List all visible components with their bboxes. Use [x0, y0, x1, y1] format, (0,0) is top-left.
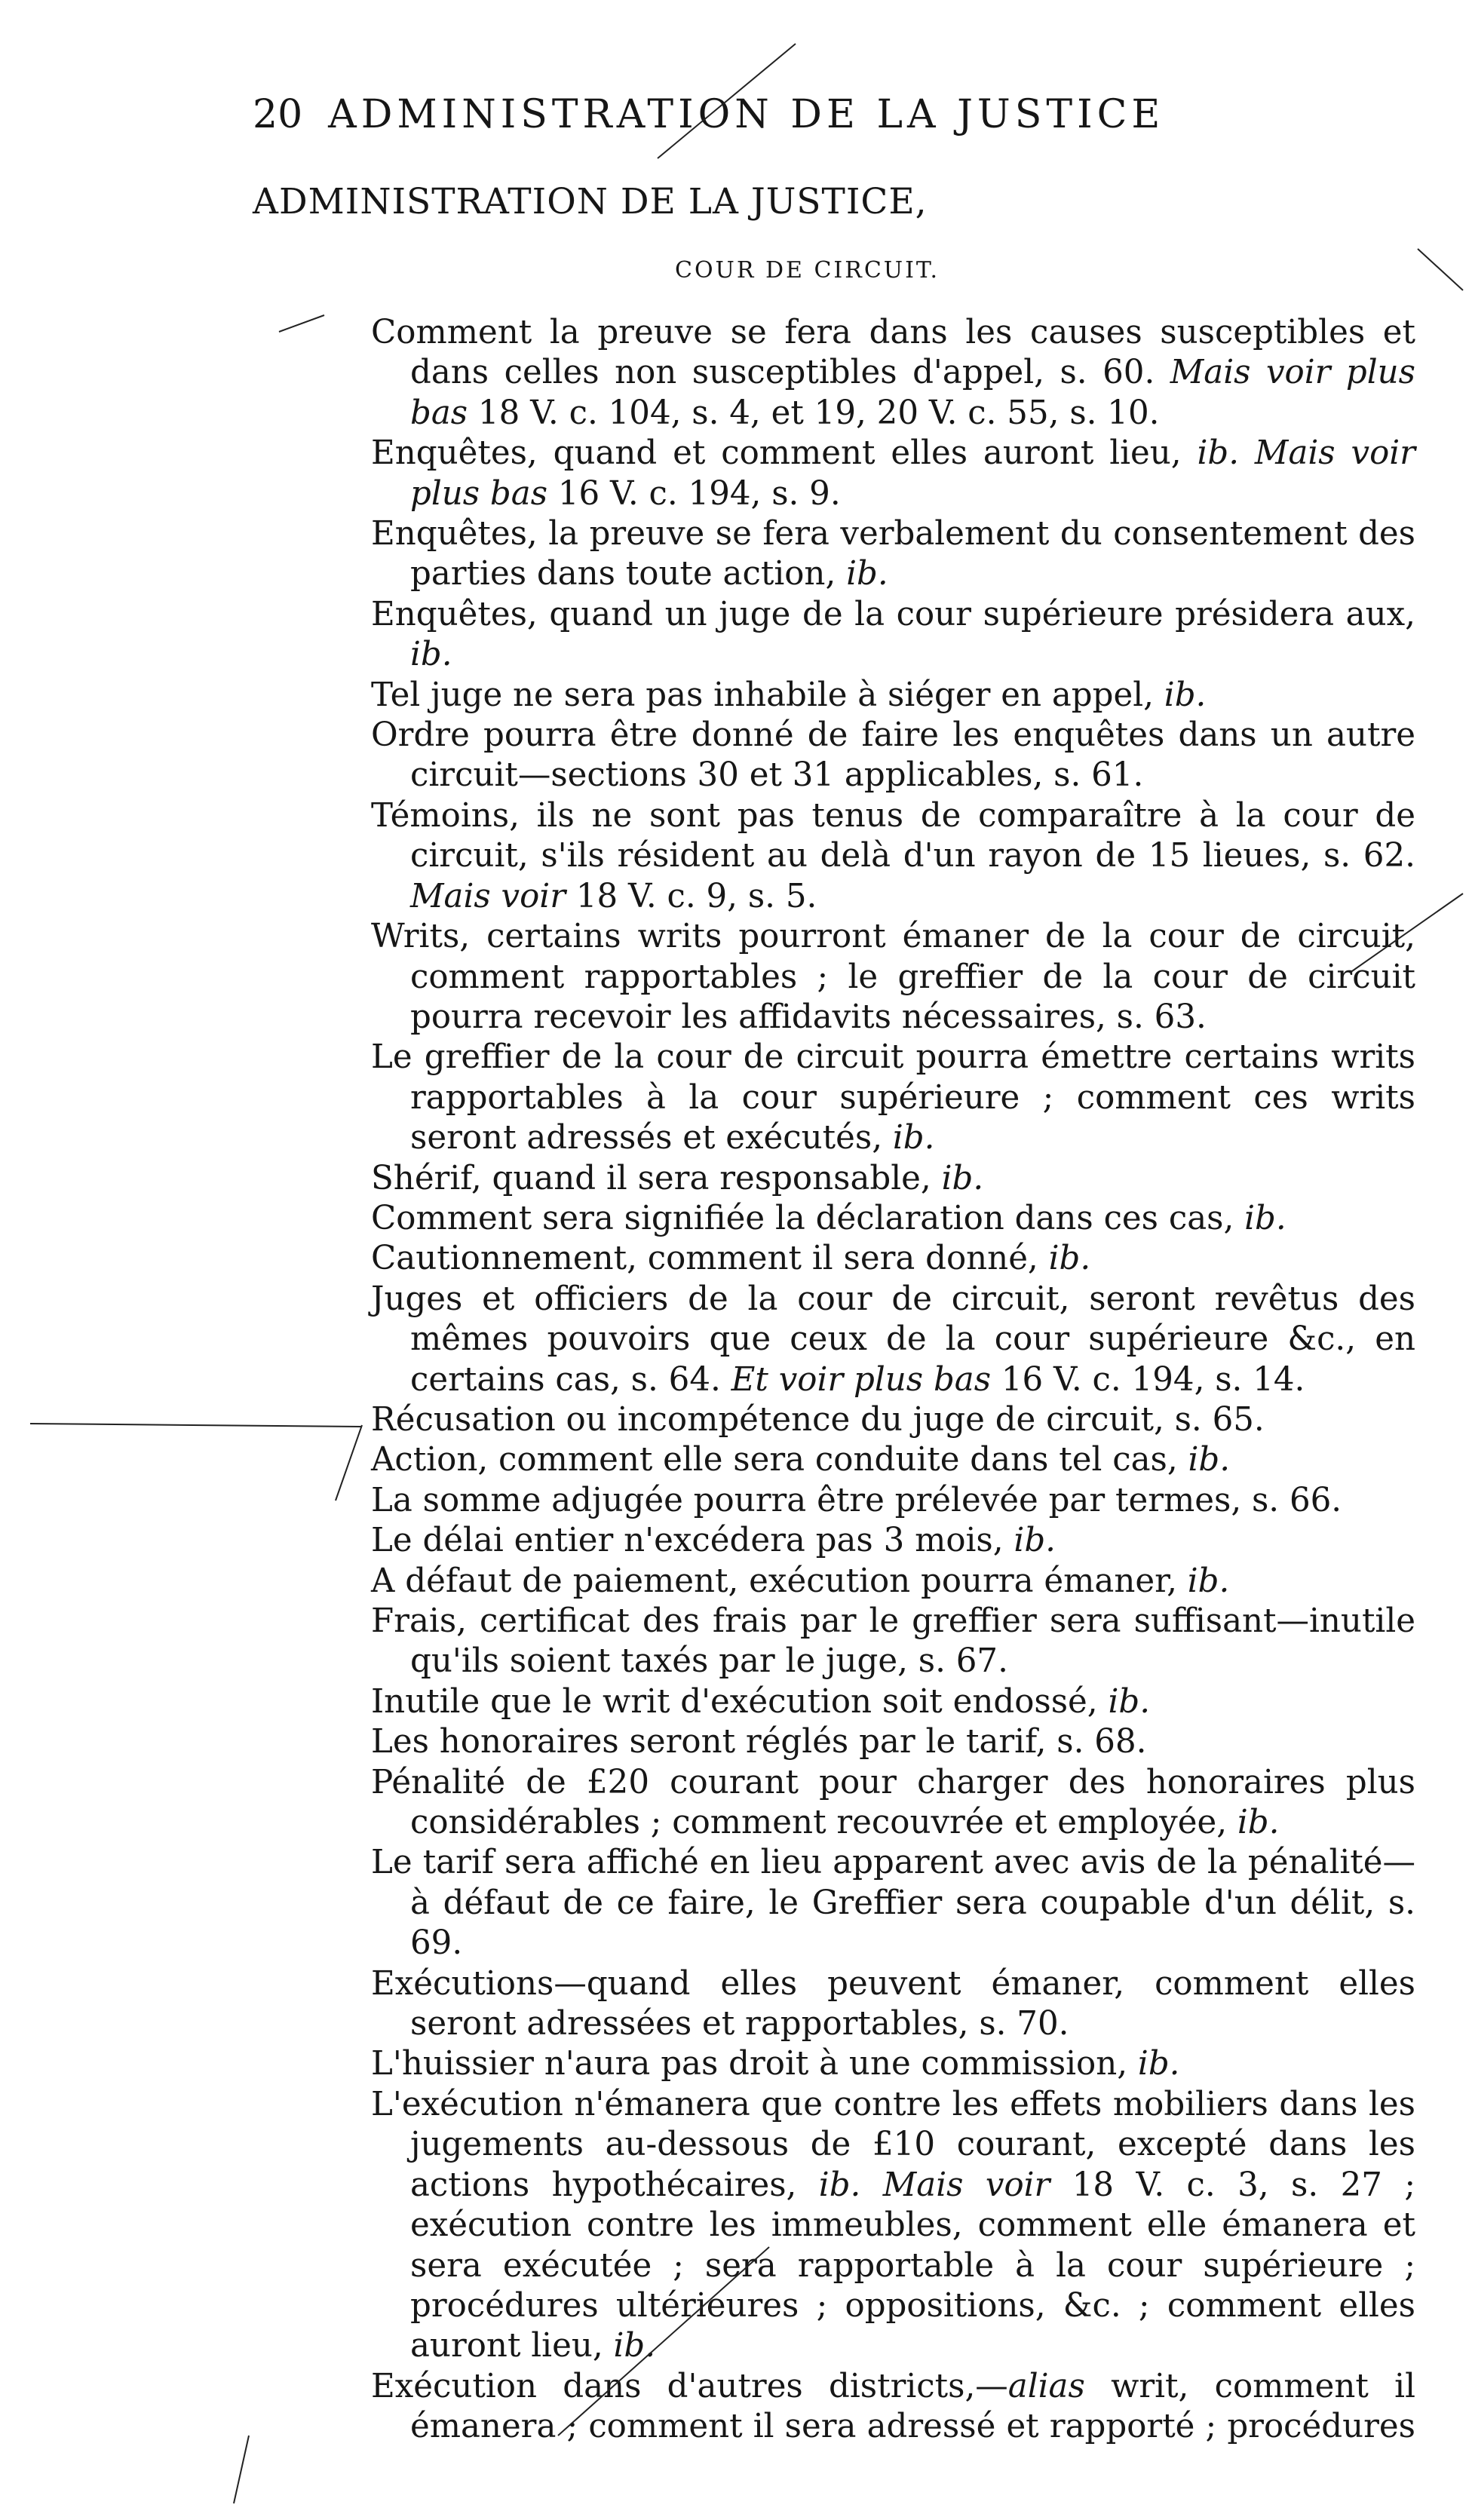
- index-entry: [371, 1400, 1415, 1440]
- entry-text: Frais, certificat des frais par le greffier sera suffisant—inutile qu'ils soient taxés par le juge, s. 67.: [371, 1602, 1415, 1681]
- entry-reference: ib.: [1048, 1240, 1091, 1278]
- index-entry: [371, 1682, 1415, 1722]
- entry-reference: Et voir plus bas: [731, 1360, 992, 1399]
- entry-text: Enquêtes, la preuve se fera verbalement du consentement des parties dans toute action,: [371, 515, 1415, 593]
- entry-text: L'exécution n'émanera que contre les effets mobiliers dans les jugements au-dessous de £10 courant, excepté dans les actions hypothécaires,: [371, 2085, 1415, 2204]
- entry-text: Témoins, ils ne sont pas tenus de comparaître à la cour de circuit, s'ils résident au delà d'un rayon de 15 lieues, s. 62.: [371, 796, 1415, 875]
- page-number: 20: [253, 92, 303, 137]
- entry-reference: ib. Mais voir plus bas: [410, 434, 1415, 513]
- section-title: ADMINISTRATION DE LA JUSTICE,: [253, 181, 928, 222]
- entry-text: La somme adjugée pourra être prélevée par termes, s. 66.: [371, 1481, 1342, 1519]
- entry-reference: Mais voir plus bas: [410, 354, 1415, 432]
- entry-text: Inutile que le writ d'exécution soit endossé,: [371, 1682, 1109, 1721]
- entry-text: Récusation ou incompétence du juge de circuit, s. 65.: [371, 1400, 1265, 1439]
- running-head: [253, 92, 1164, 137]
- index-entry: [371, 1964, 1415, 2045]
- index-entry: [371, 2085, 1415, 2367]
- entry-citation: 16 V. c. 194, s. 14.: [991, 1360, 1305, 1399]
- entry-text: Action, comment elle sera conduite dans tel cas,: [371, 1441, 1188, 1479]
- index-entry: [371, 1159, 1415, 1199]
- pencil-stroke: [336, 1425, 362, 1501]
- entry-text: Cautionnement, comment il sera donné,: [371, 1240, 1049, 1278]
- index-entry: [371, 1280, 1415, 1400]
- entry-text: Writs, certains writs pourront émaner de la cour de circuit, comment rapportables ; le greffier de la cour de circuit pourra recevoir les affidavits nécessaires, s. 63.: [371, 918, 1415, 1036]
- entry-reference: ib.: [410, 636, 452, 674]
- entry-text: Les honoraires seront réglés par le tarif, s. 68.: [371, 1723, 1147, 1761]
- entry-text: Exécution dans d'autres districts,—: [371, 2367, 1008, 2405]
- entry-reference: ib.: [1164, 676, 1207, 714]
- entry-reference: ib.: [1137, 2045, 1180, 2083]
- index-entry: [371, 716, 1415, 796]
- index-entry: [371, 1843, 1415, 1964]
- entry-text: Le délai entier n'excédera pas 3 mois,: [371, 1522, 1014, 1560]
- index-entry: [371, 514, 1415, 595]
- index-entry: [371, 1722, 1415, 1762]
- entry-citation: 18 V. c. 104, s. 4, et 19, 20 V. c. 55, s. 10.: [468, 394, 1160, 432]
- entry-reference: Mais voir: [410, 877, 566, 915]
- entry-reference: ib.: [1188, 1441, 1231, 1479]
- index-entries: [371, 313, 1415, 2448]
- running-title: ADMINISTRATION DE LA JUSTICE: [328, 92, 1165, 137]
- pencil-stroke: [234, 2436, 249, 2503]
- index-entry: [371, 595, 1415, 676]
- entry-text: Pénalité de £20 courant pour charger des honoraires plus considérables ; comment recouvrée et employée,: [371, 1763, 1415, 1842]
- index-entry: [371, 1602, 1415, 1682]
- entry-reference: ib.: [941, 1159, 984, 1197]
- index-entry: [371, 1440, 1415, 1480]
- entry-text: Le greffier de la cour de circuit pourra émettre certains writs rapportables à la cour supérieure ; comment ces writs seront adressés et exécutés,: [371, 1038, 1415, 1157]
- index-entry: [371, 2367, 1415, 2448]
- entry-citation: 18 V. c. 3, s. 27 ; exécution contre les immeubles, comment elle émanera et sera exécutée ; sera rapportable à la cour supérieure ; procédures ultérieures ; oppositions, &c. ; comment elles auront lieu,: [410, 2166, 1415, 2365]
- entry-text: Enquêtes, quand un juge de la cour supérieure présidera aux,: [371, 595, 1415, 633]
- entry-citation: writ, comment il émanera ; comment il sera adressé et rapporté ; procédures: [410, 2367, 1415, 2446]
- entry-text: Juges et officiers de la cour de circuit, seront revêtus des mêmes pouvoirs que ceux de la cour supérieure &c., en certains cas, s. 64.: [371, 1280, 1415, 1399]
- entry-reference: ib.: [613, 2327, 656, 2365]
- entry-text: Ordre pourra être donné de faire les enquêtes dans un autre circuit—sections 30 et 31 applicables, s. 61.: [371, 716, 1415, 795]
- index-entry: [371, 1521, 1415, 1561]
- entry-reference: ib.: [1108, 1682, 1151, 1721]
- index-entry: [371, 1763, 1415, 1844]
- index-entry: [371, 2044, 1415, 2084]
- entry-reference: ib.: [1244, 1199, 1286, 1237]
- index-entry: [371, 676, 1415, 716]
- entry-reference: ib.: [892, 1119, 935, 1157]
- entry-reference: ib. Mais voir: [818, 2166, 1050, 2204]
- pencil-stroke: [279, 315, 324, 332]
- pencil-stroke: [1418, 249, 1463, 290]
- entry-citation: 18 V. c. 9, s. 5.: [566, 877, 817, 915]
- entry-reference: ib.: [846, 555, 888, 593]
- entry-text: A défaut de paiement, exécution pourra émaner,: [371, 1562, 1188, 1600]
- entry-text: Tel juge ne sera pas inhabile à siéger en appel,: [371, 676, 1164, 714]
- entry-reference: ib.: [1014, 1522, 1056, 1560]
- index-entry: [371, 1199, 1415, 1239]
- index-entry: [371, 1038, 1415, 1158]
- entry-text: Le tarif sera affiché en lieu apparent avec avis de la pénalité—à défaut de ce faire, le Greffier sera coupable d'un délit, s. 69.: [371, 1844, 1415, 1963]
- entry-reference: ib.: [1237, 1804, 1280, 1842]
- entry-reference: alias: [1007, 2367, 1085, 2405]
- entry-text: Shérif, quand il sera responsable,: [371, 1159, 942, 1197]
- pencil-stroke: [30, 1424, 362, 1427]
- entry-text: L'huissier n'aura pas droit à une commission,: [371, 2045, 1138, 2083]
- entry-text: Enquêtes, quand et comment elles auront lieu,: [371, 434, 1198, 473]
- entry-text: Comment sera signifiée la déclaration dans ces cas,: [371, 1199, 1245, 1237]
- index-entry: [371, 434, 1415, 514]
- index-entry: [371, 796, 1415, 917]
- entry-text: Comment la preuve se fera dans les causes susceptibles et dans celles non susceptibles d'appel, s. 60.: [371, 314, 1415, 392]
- index-entry: [371, 1481, 1415, 1521]
- index-entry: [371, 1562, 1415, 1602]
- entry-citation: 16 V. c. 194, s. 9.: [547, 474, 841, 513]
- index-entry: [371, 313, 1415, 434]
- entry-text: Exécutions—quand elles peuvent émaner, comment elles seront adressées et rapportables, s. 70.: [371, 1964, 1415, 2043]
- index-entry: [371, 1239, 1415, 1279]
- entry-reference: ib.: [1187, 1562, 1230, 1600]
- index-entry: [371, 917, 1415, 1038]
- section-subtitle: COUR DE CIRCUIT.: [675, 257, 940, 284]
